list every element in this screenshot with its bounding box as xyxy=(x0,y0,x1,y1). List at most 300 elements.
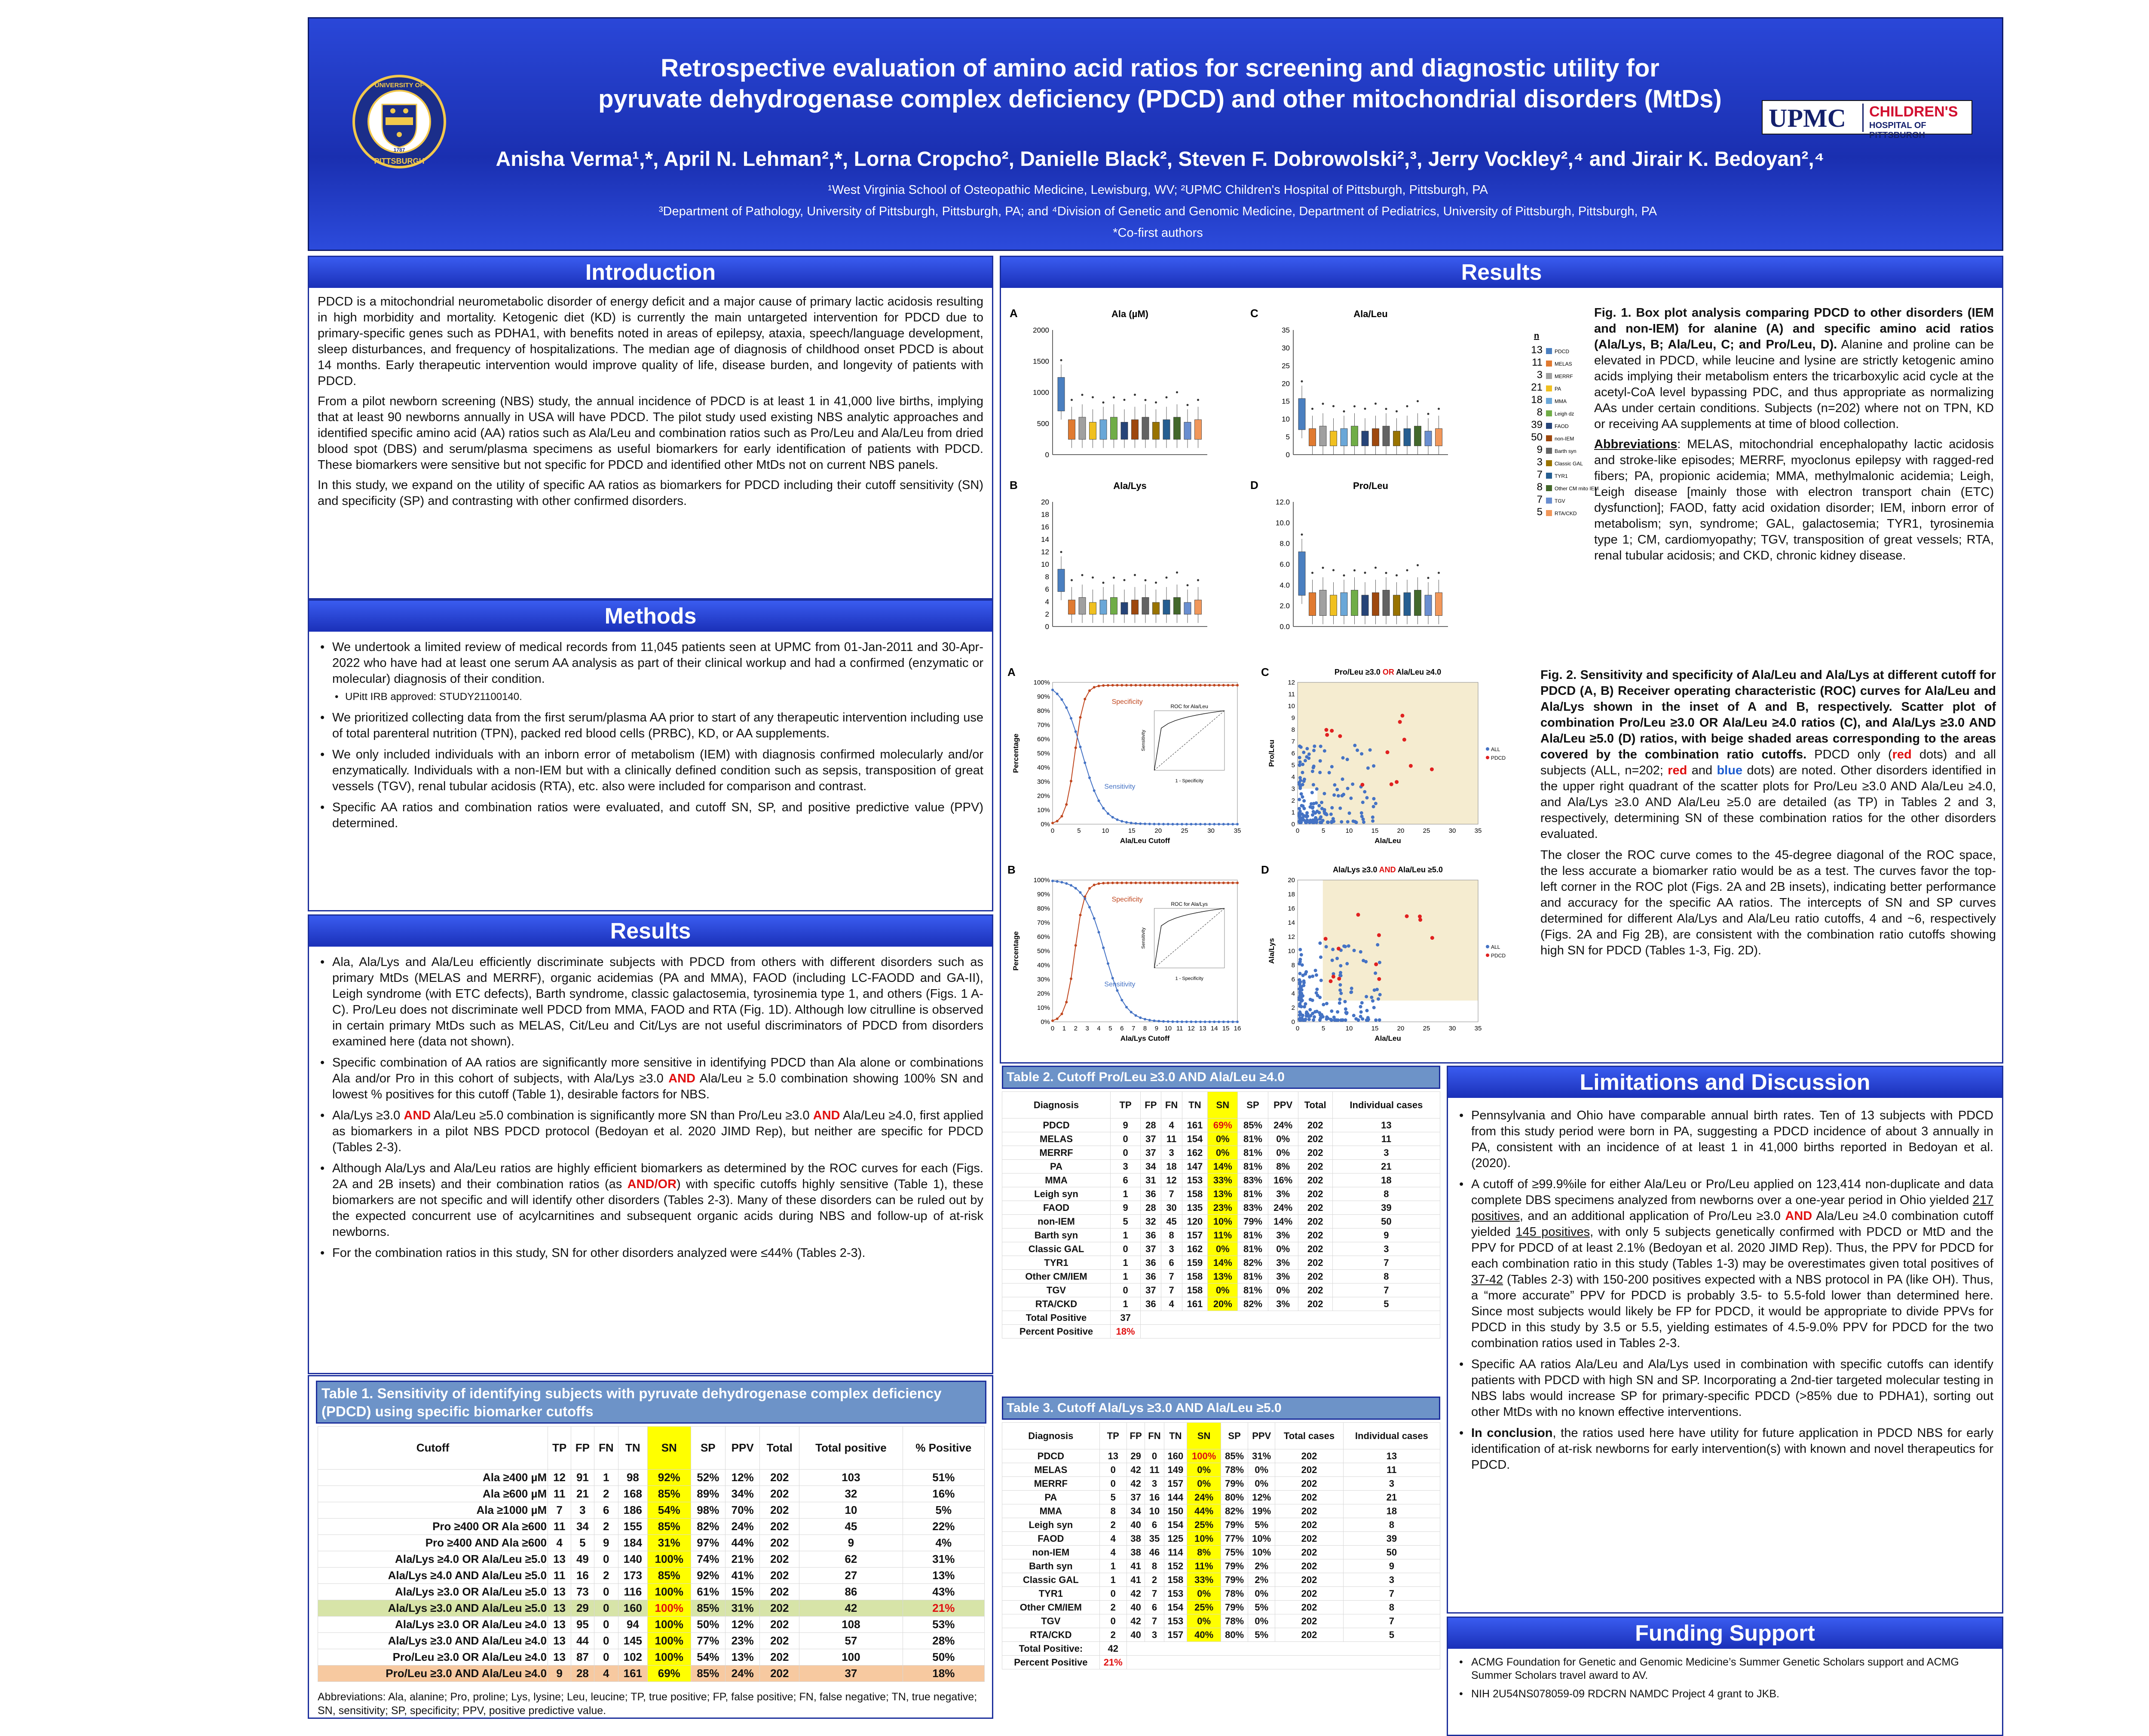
seal-top-text: UNIVERSITY OF xyxy=(374,82,424,89)
fig2-point-all xyxy=(1299,996,1303,999)
fig2-legend-pdcd-dot xyxy=(1486,756,1489,759)
table2-cell: MELAS xyxy=(1002,1132,1111,1146)
fig2-inset-xlabel: 1 - Specificity xyxy=(1175,778,1203,784)
table3-cell: 2 xyxy=(1099,1518,1127,1532)
fig2-point-pdcd xyxy=(1337,977,1341,981)
table2-cell: 7 xyxy=(1161,1284,1182,1297)
fig2-point-all xyxy=(1362,820,1365,824)
table1-cell: 100% xyxy=(647,1649,691,1666)
fig2-ytick: 16 xyxy=(1288,905,1295,912)
fig2-ytick: 50% xyxy=(1037,750,1050,757)
logo-upmc-text: UPMC xyxy=(1769,104,1846,132)
fig2-point-pdcd xyxy=(1398,720,1402,724)
table3-cell: 5% xyxy=(1248,1518,1275,1532)
table3-total-positive-label: Total Positive: xyxy=(1002,1642,1100,1656)
fig2-point-all xyxy=(1346,787,1350,790)
table3-cell: non-IEM xyxy=(1002,1546,1100,1559)
table1-cell: 49 xyxy=(571,1551,594,1568)
fig2-point-all xyxy=(1341,794,1344,798)
results-right-title: Results xyxy=(1001,257,2002,288)
fig2-point-all xyxy=(1298,816,1301,819)
table3-row xyxy=(1002,1628,1440,1642)
fig1-outlier xyxy=(1081,574,1084,576)
table3-row xyxy=(1002,1532,1440,1546)
table2-header-7: PPV xyxy=(1268,1092,1298,1119)
fig1-legend-swatch xyxy=(1546,361,1552,367)
fig2-point-pdcd xyxy=(1418,918,1422,922)
fig2-panel-letter: B xyxy=(1007,863,1016,876)
table3-cell: 202 xyxy=(1275,1449,1344,1463)
table1-cell: 69% xyxy=(647,1666,691,1682)
fig1-legend-n-header: n xyxy=(1534,331,1540,341)
table1-row xyxy=(318,1519,985,1535)
fig2-point-all xyxy=(1376,943,1379,947)
table1-cell: 4 xyxy=(594,1666,618,1682)
table2-cell: 0 xyxy=(1111,1284,1141,1297)
table2-cell: MMA xyxy=(1002,1174,1111,1187)
fig2-point-pdcd xyxy=(1332,975,1335,978)
table3-cell: 80% xyxy=(1221,1628,1248,1642)
table2-cell: 81% xyxy=(1238,1160,1268,1174)
table3-cell: 8 xyxy=(1343,1601,1440,1614)
table2-cell: 3 xyxy=(1332,1146,1440,1160)
fig1-box xyxy=(1142,597,1149,614)
table3-cell: 35 xyxy=(1145,1532,1164,1546)
table3-header-7: PPV xyxy=(1248,1423,1275,1449)
fig2-point-all xyxy=(1335,957,1339,960)
table2-cell: 81% xyxy=(1238,1146,1268,1160)
fig2-point-all xyxy=(1312,749,1316,752)
table3-row xyxy=(1002,1559,1440,1573)
fig2-point-pdcd xyxy=(1360,783,1364,787)
fig2-point-all xyxy=(1330,1009,1333,1013)
table3-cell: FAOD xyxy=(1002,1532,1100,1546)
table2-cell: 30 xyxy=(1161,1201,1182,1215)
fig2-point-all xyxy=(1301,974,1305,977)
fig2-ytick: 100% xyxy=(1033,877,1050,884)
table2-row xyxy=(1002,1201,1440,1215)
table3-cell: 154 xyxy=(1164,1601,1187,1614)
table3-cell: 78% xyxy=(1221,1587,1248,1601)
fig2-point-pdcd xyxy=(1405,914,1409,918)
fig1-tick-label: 500 xyxy=(1037,419,1049,428)
table2-cell: 8 xyxy=(1161,1229,1182,1242)
fig1-box xyxy=(1393,595,1400,616)
table1-cell: 54% xyxy=(647,1502,691,1519)
table3-cell: 157 xyxy=(1164,1628,1187,1642)
fig1-outlier xyxy=(1166,577,1168,579)
intro-paragraph-2: From a pilot newborn screening (NBS) study, the annual incidence of PDCD is at least 1 in 41,000 live births, implying that at least 90 newborns annually in USA will have PDCD. The pilot study used existing NBS analytic approaches and identified specific amino acid (AA) ratios such as Ala/Leu and combination ratios such as Pro/Leu and Ala/Leu from dried blood spot (DBS) and serum/plasma specimens as useful biomarkers for early identification of patients with PDCD. These biomarkers were sensitive but not specific for PDCD and identified other MtDs not on current NBS panels. xyxy=(318,394,983,472)
poster-title xyxy=(550,53,1770,115)
table2-cell: 36 xyxy=(1141,1229,1161,1242)
fig1-legend-n: 11 xyxy=(1532,357,1543,368)
fig1-box xyxy=(1058,569,1065,592)
table2-cell: 157 xyxy=(1182,1229,1208,1242)
table1-cell: 92% xyxy=(691,1568,725,1584)
table2-cell: 13% xyxy=(1208,1270,1238,1284)
fig1-box xyxy=(1383,426,1390,446)
fig1-legend-name: Barth syn xyxy=(1555,448,1577,454)
table3-cell: Barth syn xyxy=(1002,1559,1100,1573)
fig2-point-all xyxy=(1315,987,1319,991)
table3-cell: 8 xyxy=(1343,1518,1440,1532)
fig2-point-all xyxy=(1312,821,1316,824)
table1-cell: 53% xyxy=(903,1617,984,1633)
fig2-point-all xyxy=(1314,969,1317,972)
table3-cell: 82% xyxy=(1221,1504,1248,1518)
fig2-point-all xyxy=(1314,816,1317,819)
table3-total-positive: 42 xyxy=(1099,1642,1127,1656)
table3-cell: 18 xyxy=(1343,1504,1440,1518)
table1-header-8: Total xyxy=(760,1427,799,1470)
table1-cell: 3 xyxy=(571,1502,594,1519)
fig1-legend-swatch xyxy=(1546,485,1552,491)
table1-header-10: % Positive xyxy=(903,1427,984,1470)
fig2-xtick: 15 xyxy=(1222,1025,1230,1032)
fig1-legend-name: Classic GAL xyxy=(1555,461,1583,467)
fig2-ytick: 9 xyxy=(1291,714,1295,722)
fig2-inset-title: ROC for Ala/Lys xyxy=(1171,901,1208,907)
table3-cell: 2 xyxy=(1099,1628,1127,1642)
fig2-point-all xyxy=(1320,801,1323,804)
fig1-legend-n: 21 xyxy=(1531,382,1543,393)
table2-cell: 202 xyxy=(1298,1146,1332,1160)
table3-row xyxy=(1002,1477,1440,1491)
fig2-xtick: 14 xyxy=(1210,1025,1218,1032)
fig2-point-all xyxy=(1307,752,1311,756)
fig2-inset-ylabel: Sensitivity xyxy=(1141,730,1146,752)
table2-cell: 202 xyxy=(1298,1256,1332,1270)
funding-panel xyxy=(1447,1617,2003,1736)
table2-cell: 85% xyxy=(1238,1119,1268,1132)
table3-cell: 85% xyxy=(1221,1449,1248,1463)
table3-cell: 24% xyxy=(1187,1491,1221,1504)
table3-cell: 10% xyxy=(1248,1546,1275,1559)
intro-paragraph-1: PDCD is a mitochondrial neurometabolic disorder of energy deficit and a major cause of primary lactic acidosis resulting in high morbidity and mortality. Ketogenic diet (KD) is currently the main untargeted intervention for PDCD due to primary-specific genes such as PDHA1, with benefits noted in areas of epilepsy, ataxia, speech/language development, sleep disturbances, and frequency of hospitalizations. The median age of diagnosis of childhood onset PDCD is about 14 months. Early therapeutic intervention would improve quality of life, disease burden, and longevity of patients with PDCD. xyxy=(318,295,983,388)
table3-cell: 150 xyxy=(1164,1504,1187,1518)
fig2-point-all xyxy=(1359,1005,1362,1009)
fig2-point-all xyxy=(1377,997,1380,1001)
fig1-outlier xyxy=(1145,579,1147,581)
table1-cell: 28 xyxy=(571,1666,594,1682)
fig1-tick-label: 0 xyxy=(1286,451,1290,459)
table1-header-1: TP xyxy=(548,1427,571,1470)
fig1-outlier xyxy=(1406,405,1408,407)
table3-cell: 33% xyxy=(1187,1573,1221,1587)
fig2-point-all xyxy=(1350,987,1353,990)
fig1-legend-swatch xyxy=(1546,423,1552,429)
table3-cell: 0% xyxy=(1248,1614,1275,1628)
table2-header-5: SN xyxy=(1208,1092,1238,1119)
table1-cell: 57 xyxy=(799,1633,903,1649)
table1-header-9: Total positive xyxy=(799,1427,903,1470)
table2-cell: 14% xyxy=(1268,1215,1298,1229)
fig2-xtick: 5 xyxy=(1077,827,1081,834)
table2-cell: 39 xyxy=(1332,1201,1440,1215)
fig1-legend-name: PDCD xyxy=(1555,348,1570,355)
fig2-xtick: 1 xyxy=(1062,1025,1066,1032)
table1-cell: 0 xyxy=(594,1600,618,1617)
table2-cell: 36 xyxy=(1141,1270,1161,1284)
fig2-xtick: 20 xyxy=(1397,827,1405,834)
fig2-point-all xyxy=(1301,1014,1304,1017)
fig1-outlier xyxy=(1113,577,1115,579)
table1-cell: 103 xyxy=(799,1470,903,1486)
fig1-legend-n: 9 xyxy=(1537,444,1543,455)
table2-cell: 83% xyxy=(1238,1201,1268,1215)
table1-cell: 44 xyxy=(571,1633,594,1649)
table3-cell: 3 xyxy=(1343,1573,1440,1587)
fig2-point-all xyxy=(1319,956,1322,959)
table2-cell: 0% xyxy=(1268,1242,1298,1256)
fig2-point-all xyxy=(1338,983,1342,987)
fig1-panel-letter: C xyxy=(1250,307,1258,320)
fig2-point-all xyxy=(1304,759,1307,762)
fig2-point-all xyxy=(1319,1013,1322,1017)
limitations-bullet-2: • A cutoff of ≥99.9%ile for either Ala/Leu or Pro/Leu applied on 123,414 non-duplicate and data complete DBS specimens analyzed from newborns over a one-year period in Ohio yielded 217 positives, and an additional application of Pro/Leu ≥3.0 AND Ala/Leu ≥4.0 combination cutoff yielded 145 positives, with only 5 subjects genetically confirmed with PDCD or MtD and the PPV for PDCD of at least 2.1% (Bedoyan et al. 2020 JIMD Rep). Thus, the PPV for PDCD for each combination ratio in this study (Tables 1-3) may be overestimates given total positives of 37-42 (Tables 2-3) with 150-200 positives expected with a NBS protocol in PA (like OH). Thus, a “more accurate” PPV for PDCD is probably 3.5- to 5.5-fold lower than determined here. Since most subjects would likely be FP for PDCD, it would be appropriate to divide PPVs for PDCD in this study by 3.5 or 5.5, yielding estimates of 4.5-9.0% PPV for PDCD for the two combination ratios used in Tables 2-3. xyxy=(1457,1177,1993,1351)
table3-cell: 75% xyxy=(1221,1546,1248,1559)
table1-cell: 41% xyxy=(726,1568,760,1584)
fig1-box xyxy=(1309,428,1316,446)
table2-row xyxy=(1002,1256,1440,1270)
table1-cell: 102 xyxy=(618,1649,647,1666)
table2-cell: 8 xyxy=(1332,1270,1440,1284)
fig1-box xyxy=(1163,600,1170,614)
fig2-point-all xyxy=(1366,766,1370,770)
table2-cell: 81% xyxy=(1238,1229,1268,1242)
table2-cell: 202 xyxy=(1298,1242,1332,1256)
fig2-point-all xyxy=(1313,745,1316,748)
fig2-point-all xyxy=(1300,792,1303,796)
table1-cell: 202 xyxy=(760,1617,799,1633)
table1-cell: 86 xyxy=(799,1584,903,1600)
fig2-point-pdcd xyxy=(1324,937,1328,941)
table2-cell: Classic GAL xyxy=(1002,1242,1111,1256)
table2-cell: 153 xyxy=(1182,1174,1208,1187)
fig1-panel-letter: D xyxy=(1250,479,1258,492)
table2-cell: 10% xyxy=(1208,1215,1238,1229)
fig2-ytick: 0 xyxy=(1291,821,1295,828)
fig1-legend-name: MERRF xyxy=(1555,373,1573,379)
table1-cell: 202 xyxy=(760,1470,799,1486)
table2-cell: 0% xyxy=(1208,1132,1238,1146)
fig2-point-all xyxy=(1315,991,1318,995)
table1-cell: 100 xyxy=(799,1649,903,1666)
table3-cell: 0 xyxy=(1099,1614,1127,1628)
fig2-point-all xyxy=(1319,979,1323,982)
fig1-outlier xyxy=(1406,569,1408,572)
fig2-ytick: 4 xyxy=(1291,773,1295,781)
table3-cell: 2 xyxy=(1145,1573,1164,1587)
table2-row xyxy=(1002,1284,1440,1297)
table1-cell: 202 xyxy=(760,1633,799,1649)
table3-cell: 0 xyxy=(1099,1587,1127,1601)
fig1-outlier xyxy=(1071,399,1073,401)
header xyxy=(308,17,2003,251)
fig1-tick-label: 30 xyxy=(1282,344,1290,352)
fig2-xtick: 0 xyxy=(1050,827,1055,834)
table1-cell: 54% xyxy=(691,1649,725,1666)
table3-cell: 10 xyxy=(1145,1504,1164,1518)
fig1-outlier xyxy=(1166,396,1168,398)
table1-cell: 202 xyxy=(760,1502,799,1519)
fig2-ytick: 20% xyxy=(1037,990,1050,997)
fig1-box xyxy=(1121,422,1128,439)
fig2-ytick: 50% xyxy=(1037,947,1050,955)
fig2-point-pdcd xyxy=(1330,729,1334,733)
table3-cell: 157 xyxy=(1164,1477,1187,1491)
table1-cell: 15% xyxy=(726,1584,760,1600)
fig2-point-all xyxy=(1311,770,1314,773)
table1-cell: 82% xyxy=(691,1519,725,1535)
table3-cell: 0% xyxy=(1187,1477,1221,1491)
fig2-ytick: 5 xyxy=(1291,761,1295,769)
table1-cell: 11 xyxy=(548,1568,571,1584)
table3-cell: 16 xyxy=(1145,1491,1164,1504)
table1-cell: 85% xyxy=(647,1568,691,1584)
table1-abbreviations: Abbreviations: Ala, alanine; Pro, proline; Lys, lysine; Leu, leucine; TP, true positive; FP, false positive; FN, false negative; TN, true negative; SN, sensitivity; SP, specificity; PPV, positive predictive value. xyxy=(318,1691,977,1717)
fig1-outlier xyxy=(1145,399,1147,401)
table1-cell: 12% xyxy=(726,1617,760,1633)
fig1-box xyxy=(1341,428,1347,446)
table3-cell: 0 xyxy=(1099,1463,1127,1477)
limitations-bullet-1: • Pennsylvania and Ohio have comparable annual birth rates. Ten of 13 subjects with PDCD from this study period were born in PA, suggesting a PDCD incidence of about 3 annually in PA, consistent with an incidence of at least 1 in 41,000 births reported in Bedoyan et al. (2020). xyxy=(1457,1108,1993,1171)
table3-header-9: Individual cases xyxy=(1343,1423,1440,1449)
fig2-point-all xyxy=(1298,760,1302,764)
table2-cell: 37 xyxy=(1141,1242,1161,1256)
figure-2-paragraph-2: The closer the ROC curve comes to the 45-degree diagonal of the ROC space, the less accurate a biomarker ratio would be as a test. The curves favor the top-left corner in the ROC plot (Figs. 2A and 2B insets), indicating better performance and accuracy for the specific AA ratios. The intercepts of SN and SP curves determined for different Ala/Lys and Ala/Leu ratio cutoffs, 4 and ~6, respectively (Figs. 2A and Fig 2B), are consistent with the combination ratio cutoffs showing high SN for PDCD (Tables 1-3, Fig. 2D). xyxy=(1540,848,1996,957)
fig1-legend-swatch xyxy=(1546,448,1552,454)
fig2-ytick: 7 xyxy=(1291,738,1295,746)
table2-percent-positive: 18% xyxy=(1111,1325,1141,1339)
table1-cell: 108 xyxy=(799,1617,903,1633)
table1-cell: 168 xyxy=(618,1486,647,1502)
poster xyxy=(308,17,2003,1719)
fig1-tick-label: 14 xyxy=(1041,535,1049,544)
table1-cell: 85% xyxy=(691,1666,725,1682)
pitt-seal-icon xyxy=(352,70,447,173)
table3-cell: 39 xyxy=(1343,1532,1440,1546)
fig1-tick-label: 8.0 xyxy=(1280,539,1290,548)
table2-cell: Leigh syn xyxy=(1002,1187,1111,1201)
fig2-panel-letter: A xyxy=(1007,666,1016,679)
fig2-point-all xyxy=(1305,1012,1308,1015)
fig2-xtick: 3 xyxy=(1085,1025,1089,1032)
table2-percent-positive-label: Percent Positive xyxy=(1002,1325,1111,1339)
fig1-box xyxy=(1068,420,1075,440)
fig2-xtick: 7 xyxy=(1131,1025,1136,1032)
table2-cell: 3% xyxy=(1268,1256,1298,1270)
table2-row xyxy=(1002,1160,1440,1174)
table2-cell: 7 xyxy=(1332,1256,1440,1270)
fig2-point-pdcd xyxy=(1402,738,1406,742)
table1-cell: 4% xyxy=(903,1535,984,1551)
table2-cell: 202 xyxy=(1298,1187,1332,1201)
fig1-legend-swatch xyxy=(1546,473,1552,479)
table3-header-1: TP xyxy=(1099,1423,1127,1449)
table2-cell: 3 xyxy=(1332,1242,1440,1256)
limitations-bullet-3: • Specific AA ratios Ala/Leu and Ala/Lys used in combination with specific cutoffs can identify patients with PDCD with high SN and SP. Incorporating a 2nd-tier targeted molecular testing in NBS labs would increase SP for primary-specific PDCD (>85% due to PDHA1), sorting out other MtDs with no known effective interventions. xyxy=(1457,1357,1993,1420)
table1-cell: 100% xyxy=(647,1584,691,1600)
fig2-ytick: 14 xyxy=(1288,919,1295,926)
fig2-point-all xyxy=(1301,795,1304,799)
table1-cell: 32 xyxy=(799,1486,903,1502)
fig2-point-all xyxy=(1348,811,1351,815)
table1-cell: 97% xyxy=(691,1535,725,1551)
table3-row xyxy=(1002,1546,1440,1559)
table2-cell: 3 xyxy=(1161,1242,1182,1256)
table3-cell: 202 xyxy=(1275,1559,1344,1573)
table1-cell: 85% xyxy=(647,1519,691,1535)
table3-cell: 41 xyxy=(1127,1559,1145,1573)
table3-row xyxy=(1002,1449,1440,1463)
fig2-point-all xyxy=(1365,1009,1368,1012)
fig1-box xyxy=(1414,426,1421,446)
table3-cell: 0 xyxy=(1099,1477,1127,1491)
fig1-tick-label: 0 xyxy=(1045,623,1049,631)
table1-cell: 12% xyxy=(726,1470,760,1486)
fig2-shaded-area xyxy=(1323,880,1478,1001)
table2-cell: 1 xyxy=(1111,1297,1141,1311)
fig2-point-all xyxy=(1311,975,1314,978)
table2-cell: 11 xyxy=(1161,1132,1182,1146)
fig2-point-pdcd xyxy=(1377,977,1381,981)
fig2-point-pdcd xyxy=(1390,782,1393,786)
fig2-point-all xyxy=(1350,990,1353,994)
fig2-point-all xyxy=(1330,765,1334,768)
fig2-point-all xyxy=(1298,1002,1301,1006)
results-bullet-4: • Although Ala/Lys and Ala/Leu ratios are highly efficient biomarkers as determined by the ROC curves for each (Figs. 2A and 2B insets) and their combination ratios (as AND/OR) with specific cutoffs highly sensitive (Table 1), these biomarkers are not specific and will identify other disorders (Tables 2-3). Many of these disorders can be ruled out by the expected concurrent use of acylcarnitines and subsequent organic acids during NBS and follow-up of at-risk newborns. xyxy=(318,1161,983,1240)
fig2-point-all xyxy=(1329,813,1333,816)
fig1-panel-letter: A xyxy=(1010,307,1018,320)
logo-children-text: CHILDREN'S xyxy=(1869,104,1958,120)
fig1-box xyxy=(1174,597,1181,614)
fig1-tick-label: 18 xyxy=(1041,510,1049,519)
table3-cell: 202 xyxy=(1275,1587,1344,1601)
table3-cell: 11% xyxy=(1187,1559,1221,1573)
fig1-tick-label: 0.0 xyxy=(1280,623,1290,631)
table2-cell: 0% xyxy=(1268,1132,1298,1146)
table3-cell: 153 xyxy=(1164,1587,1187,1601)
table1-row xyxy=(318,1486,985,1502)
table2-cell: 162 xyxy=(1182,1146,1208,1160)
table3-cell: 6 xyxy=(1145,1518,1164,1532)
table2-cell: 28 xyxy=(1141,1119,1161,1132)
table1-cell: 5 xyxy=(571,1535,594,1551)
fig2-xtick: 10 xyxy=(1345,827,1353,834)
table2-cell: 45 xyxy=(1161,1215,1182,1229)
table1-cell: 100% xyxy=(647,1600,691,1617)
table1-cell: 34 xyxy=(571,1519,594,1535)
table2-cell: 69% xyxy=(1208,1119,1238,1132)
table2-cell: 18 xyxy=(1161,1160,1182,1174)
fig2-point-all xyxy=(1322,792,1326,795)
fig2-point-all xyxy=(1372,1006,1376,1009)
table2-cell: 0% xyxy=(1208,1146,1238,1160)
fig2-xtick: 20 xyxy=(1154,827,1162,834)
table3-cell: 202 xyxy=(1275,1601,1344,1614)
table1-cell: 116 xyxy=(618,1584,647,1600)
table1-cell: 23% xyxy=(726,1633,760,1649)
table3-cell: 21 xyxy=(1343,1491,1440,1504)
fig2-inset-ylabel: Sensitivity xyxy=(1141,927,1146,949)
fig2-scatter-title: Ala/Lys ≥3.0 AND Ala/Leu ≥5.0 xyxy=(1333,865,1443,874)
fig1-box xyxy=(1425,431,1432,446)
fig2-point-all xyxy=(1370,996,1373,999)
fig2-xtick: 9 xyxy=(1154,1025,1159,1032)
fig1-panel-title: Ala/Leu xyxy=(1353,309,1388,319)
fig2-ytick: 2 xyxy=(1291,1004,1295,1012)
